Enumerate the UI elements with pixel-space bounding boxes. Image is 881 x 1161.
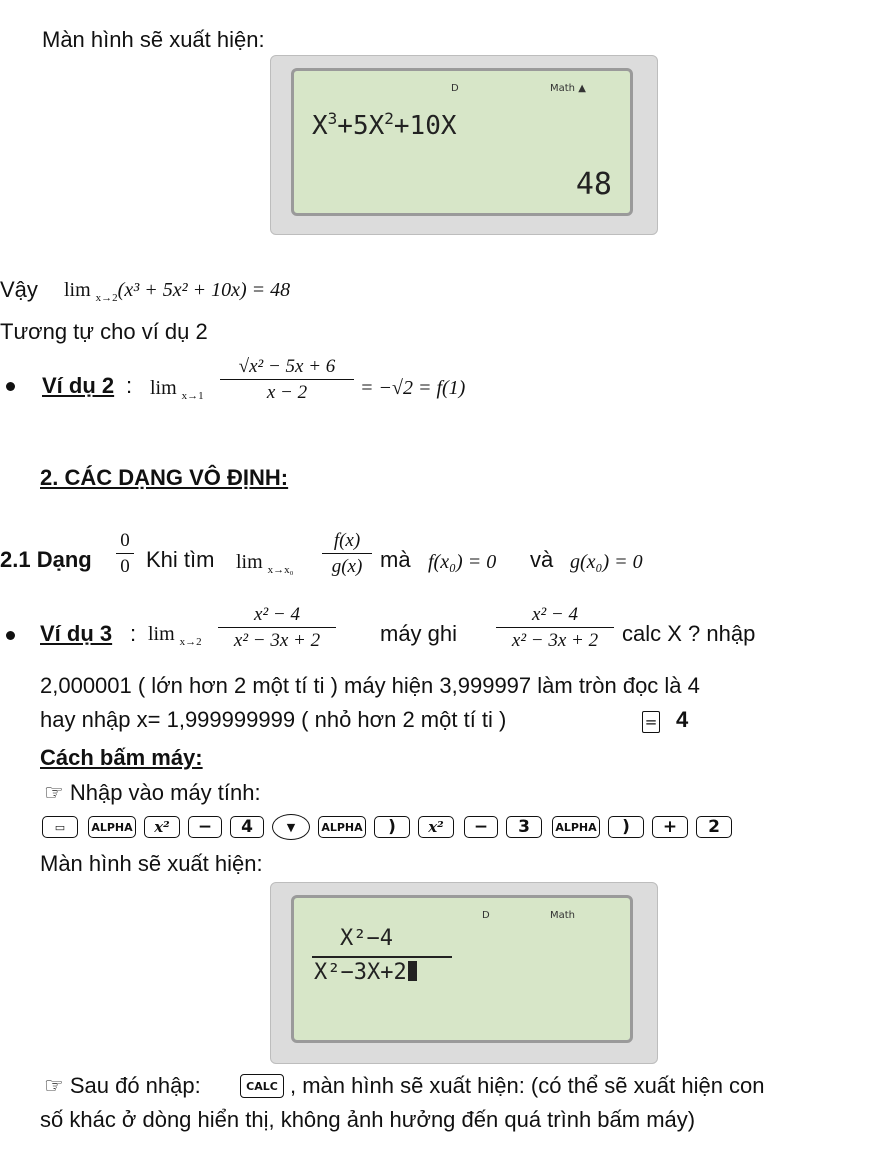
lcd-panel bbox=[291, 68, 633, 216]
section21-text3: và bbox=[530, 547, 554, 572]
alpha-key: ALPHA bbox=[552, 816, 600, 838]
d-indicator: D bbox=[482, 910, 490, 921]
conclusion-prefix: Vậy bbox=[0, 277, 38, 302]
cursor bbox=[408, 961, 417, 981]
section21-text1: Khi tìm bbox=[146, 547, 215, 572]
down-arrow-key: ▼ bbox=[272, 814, 310, 840]
example3-lim: lim $_{x\to 2}$ bbox=[148, 623, 202, 648]
alpha-key: ALPHA bbox=[318, 816, 366, 838]
bullet bbox=[6, 382, 15, 391]
example3-line3: hay nhập x= 1,999999999 ( nhỏ hơn 2 một tí ti ) bbox=[40, 707, 507, 732]
example2-rhs: = −√2 = f(1) bbox=[360, 377, 466, 399]
conclusion-limit: lim $_{x\to 2}$(x³ + 5x² + 10x) = 48 bbox=[64, 279, 291, 304]
example3-fraction-2: $\frac{\text{x² − 4}}{\text{x² − 3x + 2}}$ bbox=[496, 604, 614, 652]
calc-key: CALC bbox=[240, 1074, 284, 1098]
example3-colon: : bbox=[130, 621, 137, 646]
four-key: 4 bbox=[230, 816, 264, 838]
lcd-expression: $X^3+5X^2+10X$ bbox=[312, 109, 457, 141]
alpha-key: ALPHA bbox=[88, 816, 136, 838]
example3-may-ghi: máy ghi bbox=[380, 621, 458, 646]
screen-intro-text: Màn hình sẽ xuất hiện: bbox=[42, 27, 265, 52]
section21-text2: mà bbox=[380, 547, 411, 572]
section21-cond1: f(x₀) = 0 bbox=[428, 551, 497, 573]
example2-lim: lim $_{x\to 1}$ bbox=[150, 377, 204, 402]
lcd-fraction-denominator: X²−3X+2 bbox=[314, 960, 417, 985]
section21-label: 2.1 Dạng bbox=[0, 547, 92, 572]
minus-key: − bbox=[464, 816, 498, 838]
calculator-screen-2 bbox=[270, 882, 658, 1064]
plus-key: + bbox=[652, 816, 688, 838]
lcd-fraction-bar bbox=[312, 956, 452, 958]
minus-key: − bbox=[188, 816, 222, 838]
three-key: 3 bbox=[506, 816, 542, 838]
input-instruction: ☞ Nhập vào máy tính: bbox=[44, 780, 261, 805]
screen2-intro-text: Màn hình sẽ xuất hiện: bbox=[40, 851, 263, 876]
example2-fraction: $\frac{\text{√x² − 5x + 6}}{x - 2}$ bbox=[220, 356, 354, 404]
x-squared-key: x² bbox=[418, 816, 454, 838]
two-key: 2 bbox=[696, 816, 732, 838]
then-text-b: , màn hình sẽ xuất hiện: (có thể sẽ xuất hiện con bbox=[290, 1073, 765, 1098]
example3-line2: 2,000001 ( lớn hơn 2 một tí ti ) máy hiện 3,999997 làm tròn đọc là 4 bbox=[40, 673, 700, 698]
similar-text: Tương tự cho ví dụ 2 bbox=[0, 319, 208, 344]
example3-result: 4 bbox=[676, 707, 689, 732]
then-text-a: ☞ Sau đó nhập: bbox=[44, 1073, 201, 1098]
lcd-result: 48 bbox=[575, 167, 612, 202]
d-indicator: D bbox=[451, 83, 459, 94]
x-squared-key: x² bbox=[144, 816, 180, 838]
close-paren-key: ) bbox=[374, 816, 410, 838]
then-text-c: số khác ở dòng hiển thị, không ảnh hưởng đến quá trình bấm máy) bbox=[40, 1107, 696, 1132]
how-to-title: Cách bấm máy: bbox=[40, 745, 203, 770]
calculator-screen-1 bbox=[270, 55, 658, 235]
example2-colon: : bbox=[126, 373, 133, 398]
close-paren-key: ) bbox=[608, 816, 644, 838]
example3-label: Ví dụ 3 bbox=[40, 621, 113, 646]
math-mode-indicator: Math bbox=[550, 910, 576, 921]
fraction-key: ▭ bbox=[42, 816, 78, 838]
lcd-fraction-numerator: X²−4 bbox=[340, 926, 393, 951]
section21-lim: lim $_{x\to x_0}$ bbox=[236, 551, 294, 576]
lcd-panel bbox=[291, 895, 633, 1043]
bullet bbox=[6, 631, 15, 640]
f-over-g-fraction: $\frac{f(x)}{g(x)}$ bbox=[322, 530, 372, 578]
example3-calc-text: calc X ? nhập bbox=[622, 621, 756, 646]
section-title: 2. CÁC DẠNG VÔ ĐỊNH: bbox=[40, 465, 289, 490]
equals-key: = bbox=[642, 711, 660, 733]
zero-over-zero-fraction: $\frac{0}{0}$ bbox=[116, 530, 134, 578]
math-mode-indicator: Math ▲ bbox=[550, 83, 586, 94]
example3-fraction: $\frac{\text{x² − 4}}{\text{x² − 3x + 2}}$ bbox=[218, 604, 336, 652]
section21-cond2: g(x₀) = 0 bbox=[570, 551, 643, 573]
example2-label: Ví dụ 2 bbox=[42, 373, 115, 398]
